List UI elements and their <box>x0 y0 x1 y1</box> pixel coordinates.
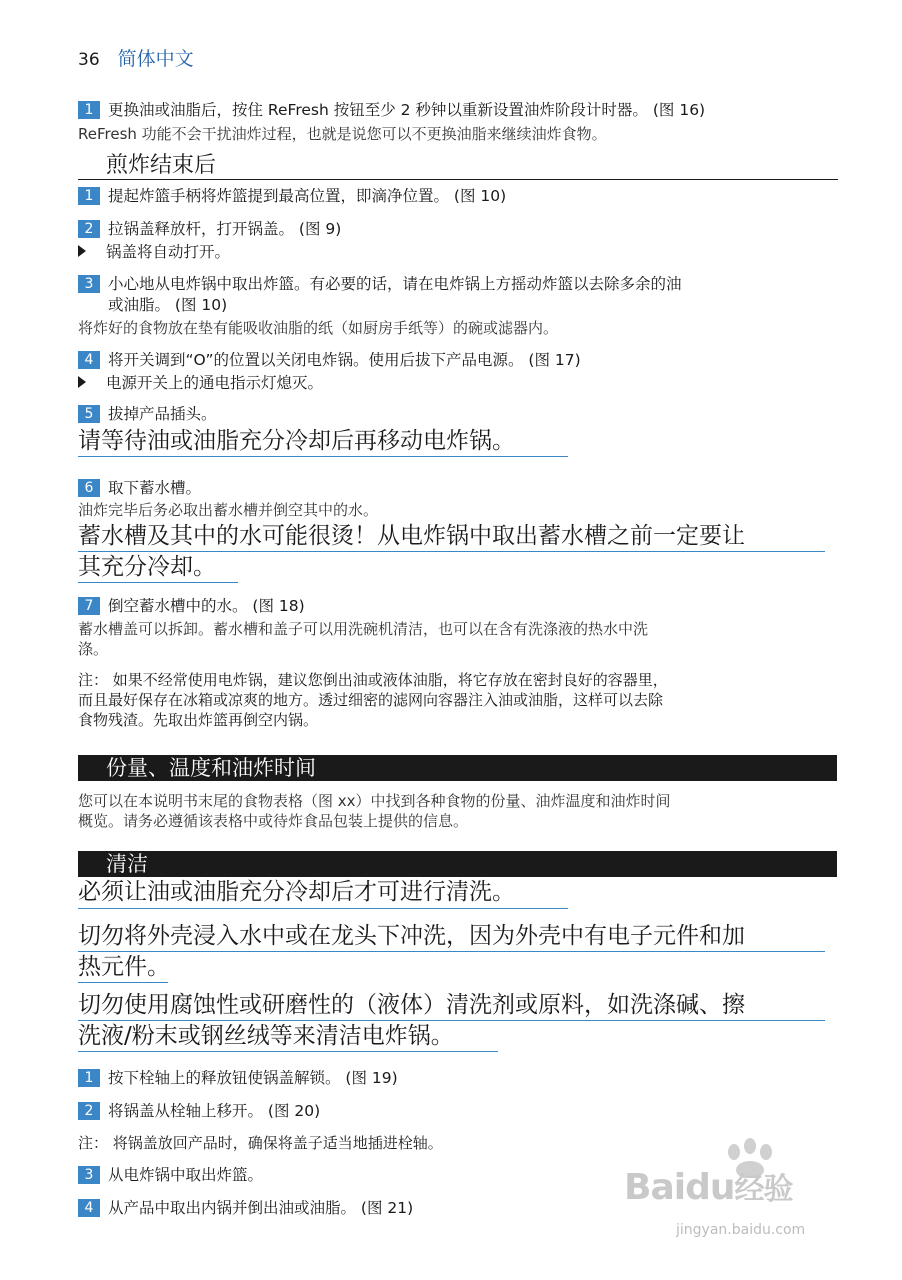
warning-text: 切勿将外壳浸入水中或在龙头下冲洗，因为外壳中有电子元件和加 <box>78 923 745 949</box>
step-text: 拔掉产品插头。 <box>108 405 217 423</box>
warning-underline <box>78 551 825 552</box>
place-food-note: 将炸好的食物放在垫有能吸收油脂的纸（如厨房手纸等）的碗或滤器内。 <box>78 319 559 337</box>
warning-text: 必须让油或油脂充分冷却后才可进行清洗。 <box>78 879 515 905</box>
warning-text-cont: 其充分冷却。 <box>78 554 216 580</box>
step-text: 将锅盖从栓轴上移开。 (图 20) <box>108 1102 321 1120</box>
note-line: 而且最好保存在冰箱或凉爽的地方。透过细密的滤网向容器注入油或油脂，这样可以去除 <box>78 691 664 709</box>
result-triangle-icon <box>78 245 86 257</box>
step-number: 1 <box>78 101 100 119</box>
warning-underline <box>78 1051 498 1052</box>
refresh-note: ReFresh 功能不会干扰油炸过程，也就是说您可以不更换油脂来继续油炸食物。 <box>78 125 607 143</box>
empty-tank-note: 油炸完毕后务必取出蓄水槽并倒空其中的水。 <box>78 501 379 519</box>
warning-cool-before-move <box>78 426 838 457</box>
warning-underline <box>78 982 168 983</box>
step-text: 小心地从电炸锅中取出炸篮。有必要的话，请在电炸锅上方摇动炸篮以去除多余的油 <box>108 275 682 293</box>
tank-wash-note <box>78 619 838 659</box>
step-unplug <box>78 404 838 425</box>
result-light-off <box>78 373 838 394</box>
warning-text: 请等待油或油脂充分冷却后再移动电炸锅。 <box>78 428 515 454</box>
step-text-cont: 或油脂。 (图 10) <box>108 296 228 314</box>
step-lift-basket <box>78 186 838 207</box>
warning-cool-before-clean <box>78 877 838 908</box>
watermark <box>624 1138 844 1238</box>
step-remove-lid <box>78 1101 838 1122</box>
step-number: 4 <box>78 351 100 369</box>
step-text: 更换油或油脂后，按住 ReFresh 按钮至少 2 秒钟以重新设置油炸阶段计时器。 (图 16) <box>108 101 706 119</box>
warning-underline <box>78 582 238 583</box>
storage-note <box>78 670 838 730</box>
step-text: 取下蓄水槽。 <box>108 479 202 497</box>
warning-underline <box>78 1020 825 1021</box>
page-header <box>78 44 194 70</box>
result-text: 电源开关上的通电指示灯熄灭。 <box>106 374 324 392</box>
step-refresh <box>78 100 838 121</box>
warning-text-cont: 洗液/粉末或钢丝绒等来清洁电炸锅。 <box>78 1023 454 1049</box>
step-text: 从电炸锅中取出炸篮。 <box>108 1166 264 1184</box>
step-number: 4 <box>78 1199 100 1217</box>
portions-line: 概览。请务必遵循该表格中或待炸食品包装上提供的信息。 <box>78 812 469 830</box>
warning-text: 切勿使用腐蚀性或研磨性的（液体）清洗剂或原料，如洗涤碱、擦 <box>78 992 745 1018</box>
step-number: 3 <box>78 1166 100 1184</box>
step-number: 6 <box>78 479 100 497</box>
heading-text: 煎炸结束后 <box>106 153 217 178</box>
step-unlock-lid <box>78 1068 838 1089</box>
step-text: 将开关调到“O”的位置以关闭电炸锅。使用后拔下产品电源。 (图 17) <box>108 351 581 369</box>
watermark-site: jingyan.baidu.com <box>676 1222 806 1238</box>
step-text: 从产品中取出内锅并倒出油或油脂。 (图 21) <box>108 1199 414 1217</box>
step-text: 提起炸篮手柄将炸篮提到最高位置，即滴净位置。 (图 10) <box>108 187 507 205</box>
step-number: 5 <box>78 405 100 423</box>
tank-wash-line: 涤。 <box>78 640 109 658</box>
warning-text: 蓄水槽及其中的水可能很烫！从电炸锅中取出蓄水槽之前一定要让 <box>78 523 745 549</box>
step-number: 2 <box>78 220 100 238</box>
result-text: 锅盖将自动打开。 <box>106 243 231 261</box>
warning-underline <box>78 908 568 909</box>
heading-text: 份量、温度和油炸时间 <box>106 756 316 780</box>
step-open-lid <box>78 219 838 240</box>
watermark-brand: Baidu经验 <box>624 1167 793 1208</box>
result-lid-opens <box>78 242 838 263</box>
page-number: 36 <box>78 50 100 70</box>
portions-line: 您可以在本说明书末尾的食物表格（图 xx）中找到各种食物的份量、油炸温度和油炸时间 <box>78 792 671 810</box>
language-label: 简体中文 <box>117 48 194 70</box>
section-heading-cleaning <box>78 851 837 877</box>
heading-text: 清洁 <box>106 852 148 876</box>
step-remove-tank <box>78 478 838 499</box>
warning-text-cont: 热元件。 <box>78 954 170 980</box>
step-number: 3 <box>78 275 100 293</box>
step-empty-tank <box>78 596 838 617</box>
tank-wash-line: 蓄水槽盖可以拆卸。蓄水槽和盖子可以用洗碗机清洁，也可以在含有洗涤液的热水中洗 <box>78 620 649 638</box>
step-number: 1 <box>78 1069 100 1087</box>
step-number: 7 <box>78 597 100 615</box>
note-line: 注： 如果不经常使用电炸锅，建议您倒出油或液体油脂，将它存放在密封良好的容器里， <box>78 671 668 689</box>
warning-underline <box>78 951 825 952</box>
warning-underline <box>78 456 568 457</box>
step-text: 倒空蓄水槽中的水。 (图 18) <box>108 597 305 615</box>
step-text: 按下栓轴上的释放钮使锅盖解锁。 (图 19) <box>108 1069 398 1087</box>
warning-no-immerse <box>78 921 838 983</box>
step-number: 1 <box>78 187 100 205</box>
step-remove-basket <box>78 274 838 316</box>
portions-text <box>78 791 838 831</box>
lid-note: 注： 将锅盖放回产品时，确保将盖子适当地插进栓轴。 <box>78 1134 443 1152</box>
step-number: 2 <box>78 1102 100 1120</box>
section-heading-after-frying <box>78 146 838 180</box>
step-switch-off <box>78 350 838 371</box>
warning-no-abrasives <box>78 990 838 1052</box>
section-heading-portions <box>78 755 837 781</box>
result-triangle-icon <box>78 376 86 388</box>
warning-hot-tank <box>78 521 838 583</box>
step-text: 拉锅盖释放杆，打开锅盖。 (图 9) <box>108 220 342 238</box>
note-line: 食物残渣。先取出炸篮再倒空内锅。 <box>78 711 319 729</box>
